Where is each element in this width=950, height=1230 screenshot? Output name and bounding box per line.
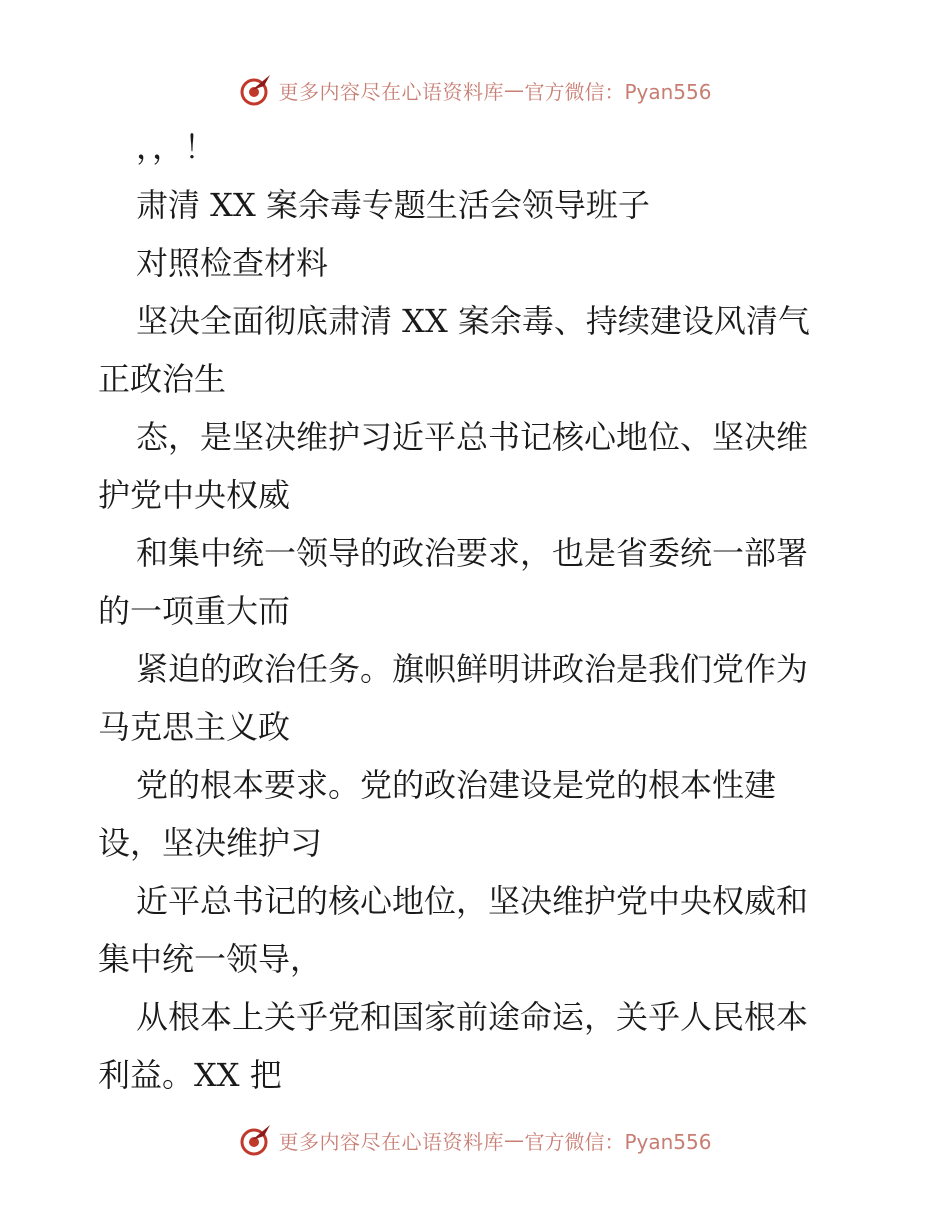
footer-wechat-text: 官方微信：Pyan556 <box>524 1129 712 1154</box>
header-banner <box>0 70 950 110</box>
quill-circle-logo-icon <box>238 1122 274 1158</box>
text-line: ，，！ <box>136 128 217 166</box>
text-line: 紧迫的政治任务。旗帜鲜明讲政治是我们党作为 <box>136 650 809 688</box>
document-body <box>98 118 858 1104</box>
header-separator: — <box>503 78 525 102</box>
text-line: 从根本上关乎党和国家前途命运，关乎人民根本 <box>136 998 809 1036</box>
text-line: 态，是坚决维护习近平总书记核心地位、坚决维 <box>136 418 809 456</box>
text-line: 利益。XX 把 <box>98 1056 282 1094</box>
text-line: 的一项重大而 <box>98 592 291 630</box>
footer-site-text: 更多内容尽在心语资料库 <box>278 1129 504 1154</box>
text-line: 和集中统一领导的政治要求，也是省委统一部署 <box>136 534 809 572</box>
text-line: 党的根本要求。党的政治建设是党的根本性建 <box>136 766 777 804</box>
footer-banner <box>0 1120 950 1160</box>
document-subtitle: 对照检查材料 <box>136 244 329 282</box>
header-site-text: 更多内容尽在心语资料库 <box>278 79 504 104</box>
text-line: 设，坚决维护习 <box>98 824 323 862</box>
header-wechat-text: 官方微信：Pyan556 <box>524 79 712 104</box>
text-line: 近平总书记的核心地位，坚决维护党中央权威和 <box>136 882 809 920</box>
text-line: 正政治生 <box>98 360 227 398</box>
text-line: 坚决全面彻底肃清 XX 案余毒、持续建设风清气 <box>136 302 810 340</box>
text-line: 马克思主义政 <box>98 708 291 746</box>
quill-circle-logo-icon <box>238 72 274 108</box>
footer-separator: — <box>503 1128 525 1152</box>
text-line: 集中统一领导， <box>98 940 323 978</box>
text-line: 护党中央权威 <box>98 476 291 514</box>
document-title: 肃清 XX 案余毒专题生活会领导班子 <box>136 186 650 224</box>
